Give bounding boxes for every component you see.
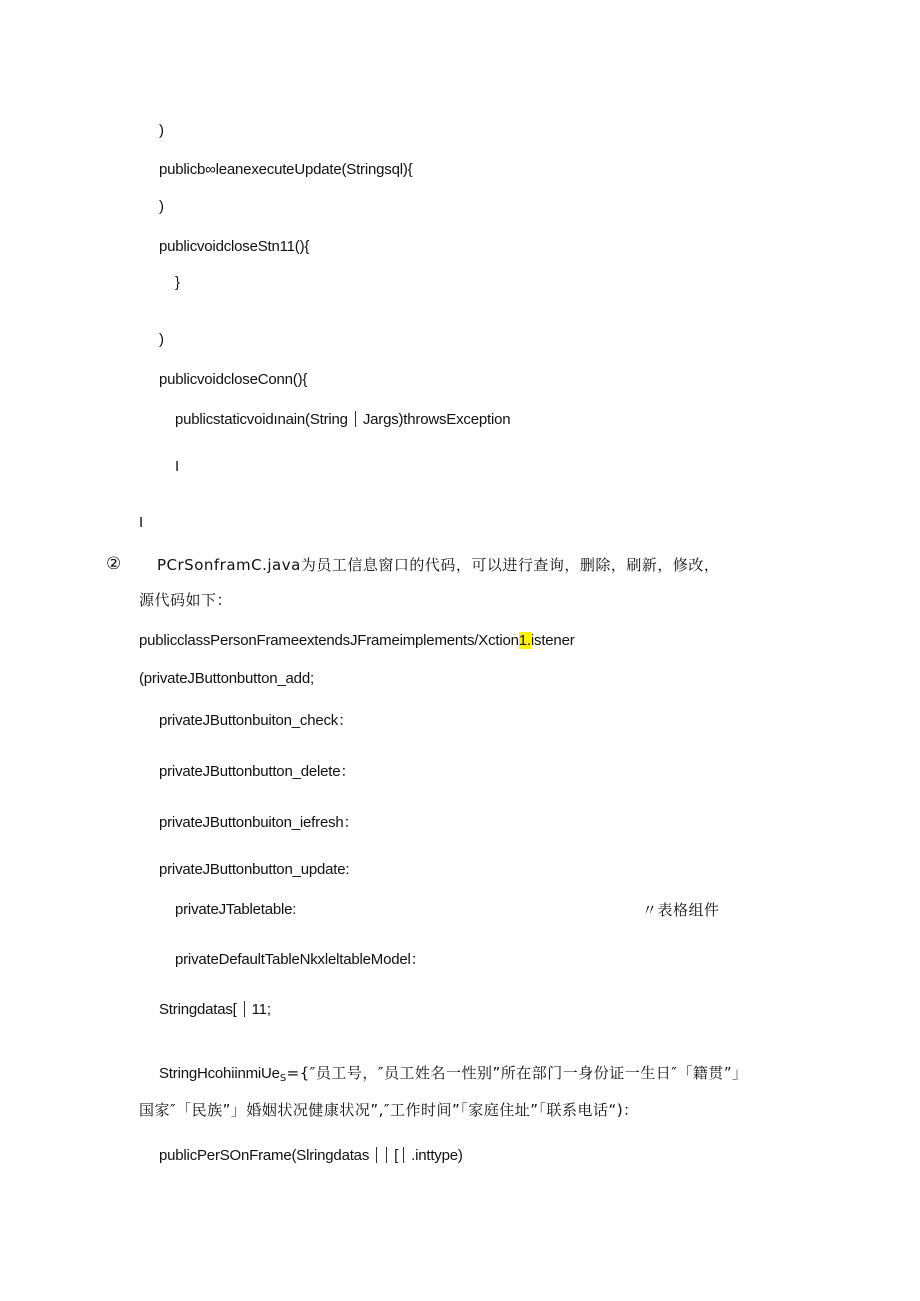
item-number-marker: ② bbox=[106, 554, 122, 574]
column-names-values: ={″员工号，″员工姓名一性别”所在部门一身份证一生日″「籍贯”」 bbox=[286, 1064, 748, 1082]
code-line-close-conn: publicvoidcloseConn(){ bbox=[159, 371, 308, 388]
bracket-mark bbox=[355, 411, 356, 427]
bracket-mark bbox=[244, 1001, 245, 1017]
code-line-column-names bbox=[159, 1064, 748, 1088]
main-method-part-2: Jargs)throwsException bbox=[362, 411, 511, 428]
code-line-button-add: (privateJButtonbutton_add; bbox=[139, 670, 314, 687]
constructor-part-2: [ bbox=[394, 1147, 399, 1164]
column-names-subscript: S bbox=[279, 1073, 287, 1084]
table-comment: 〃表格组件 bbox=[642, 901, 720, 919]
code-line-execute-update: publicb∞leanexecuteUpdate(Stringsql){ bbox=[159, 161, 413, 178]
constructor-part-3: .inttype) bbox=[411, 1147, 463, 1164]
code-line-close-stmt: publicvoidcloseStn11(){ bbox=[159, 238, 310, 255]
class-declaration-part-2: istener bbox=[530, 632, 575, 649]
code-line-close-paren-3: ) bbox=[159, 331, 164, 348]
code-line-table-model: privateDefaultTableNkxleltableModel： bbox=[175, 951, 426, 968]
highlighted-text: 1. bbox=[518, 632, 531, 649]
class-declaration-part-1: publicclassPersonFrameextendsJFrameimplements/Xction bbox=[139, 632, 519, 649]
code-line-close-paren-1: ) bbox=[159, 122, 164, 139]
datas-part-2: 11; bbox=[251, 1001, 271, 1018]
code-line-close-paren-2: ) bbox=[159, 198, 164, 215]
main-method-part-1: publicstaticvoidınain(String bbox=[175, 411, 348, 428]
code-line-button-update: privateJButtonbutton_update: bbox=[159, 861, 350, 878]
code-line-column-names-continued: 国家″「民族”」婚姻状况健康状况”,″工作时间”「家庭住址”「联系电话“)： bbox=[139, 1101, 639, 1119]
code-line-datas bbox=[159, 1001, 271, 1019]
code-line-table: privateJTabletable: bbox=[175, 901, 297, 918]
column-names-identifier: StringHcohiinmiUe bbox=[159, 1065, 280, 1082]
bracket-mark bbox=[403, 1147, 404, 1163]
code-line-class-declaration bbox=[139, 632, 575, 650]
code-line-main-method bbox=[175, 411, 510, 429]
section-description-continued: 源代码如下： bbox=[139, 591, 233, 609]
constructor-part-1: publicPerSOnFrame(Slringdatas bbox=[159, 1147, 370, 1164]
bracket-mark bbox=[386, 1147, 387, 1163]
code-line-button-check: privateJButtonbuiton_check： bbox=[159, 712, 353, 729]
code-line-button-delete: privateJButtonbutton_delete： bbox=[159, 763, 356, 780]
section-description: PCrSonframC.java为员工信息窗口的代码，可以进行查询，删除，刷新，修改， bbox=[157, 556, 720, 574]
code-line-stray-i-1: I bbox=[175, 458, 179, 475]
datas-part-1: Stringdatas[ bbox=[159, 1001, 237, 1018]
bracket-mark bbox=[376, 1147, 377, 1163]
code-line-close-brace: } bbox=[175, 274, 180, 291]
code-line-button-refresh: privateJButtonbuiton_iefresh： bbox=[159, 814, 359, 831]
code-line-constructor bbox=[159, 1147, 463, 1165]
code-line-stray-i-2: I bbox=[139, 514, 143, 531]
